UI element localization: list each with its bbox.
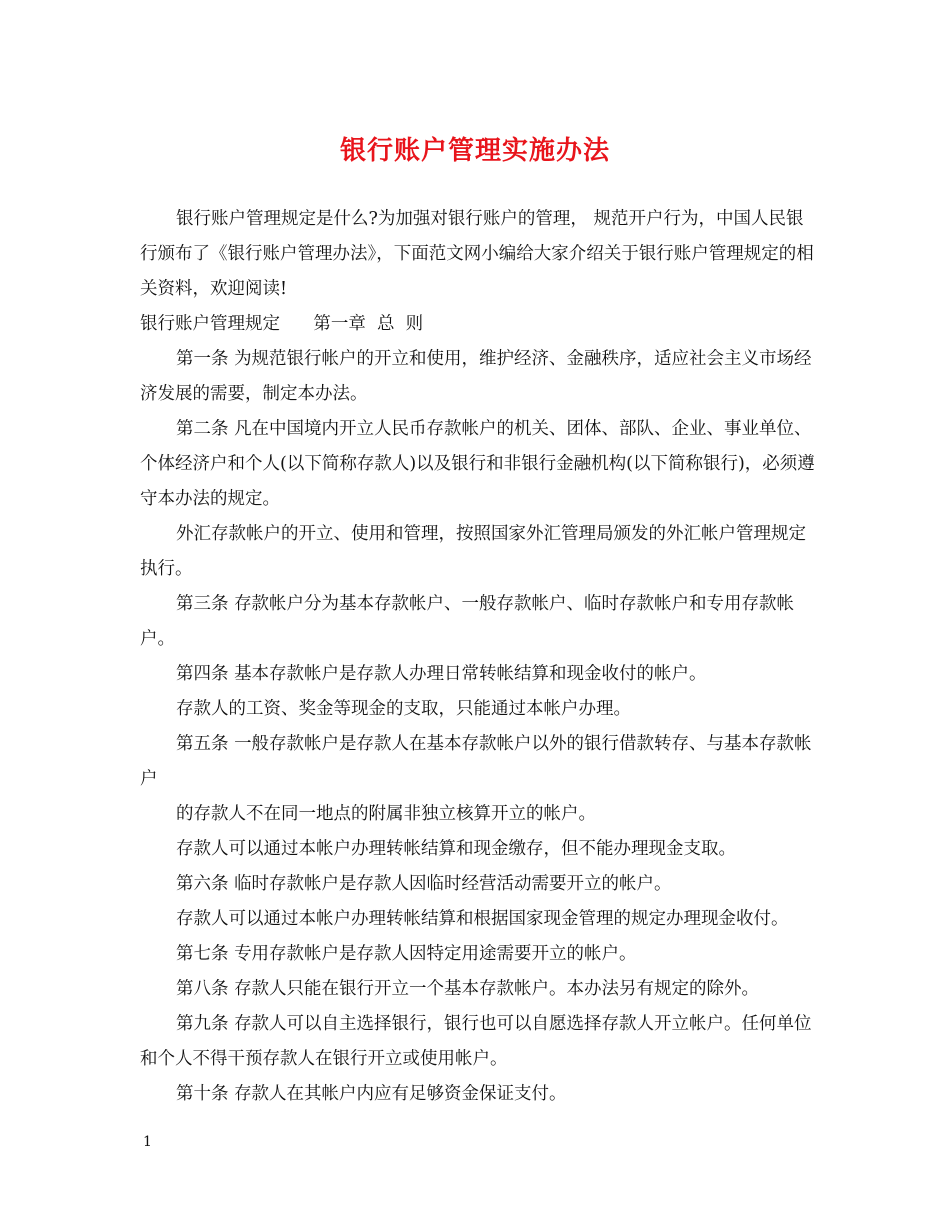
paragraph-article-5: 第五条 一般存款帐户是存款人在基本存款帐户以外的银行借款转存、与基本存款帐户 [140,734,812,789]
paragraph-article-5-cont: 的存款人不在同一地点的附属非独立核算开立的帐户。 [176,804,596,824]
paragraph-article-7: 第七条 专用存款帐户是存款人因特定用途需要开立的帐户。 [176,944,637,964]
paragraph-article-9: 第九条 存款人可以自主选择银行，银行也可以自愿选择存款人开立帐户。任何单位和个人不得干预存款人在银行开立或使用帐户。 [140,1014,812,1069]
paragraph-article-6-note: 存款人可以通过本帐户办理转帐结算和根据国家现金管理的规定办理现金收付。 [176,909,789,929]
paragraph-article-4-note: 存款人的工资、奖金等现金的支取，只能通过本帐户办理。 [176,699,631,719]
paragraph-article-8: 第八条 存款人只能在银行开立一个基本存款帐户。本办法另有规定的除外。 [176,979,760,999]
paragraph-article-2: 第二条 凡在中国境内开立人民币存款帐户的机关、团体、部队、企业、事业单位、个体经济户和个人(以下简称存款人)以及银行和非银行金融机构(以下简称银行)，必须遵守本办法的规定。 [140,419,815,509]
paragraph-article-3: 第三条 存款帐户分为基本存款帐户、一般存款帐户、临时存款帐户和专用存款帐户。 [140,594,795,649]
paragraph-article-4: 第四条 基本存款帐户是存款人办理日常转帐结算和现金收付的帐户。 [176,664,707,684]
paragraph-article-5-note: 存款人可以通过本帐户办理转帐结算和现金缴存，但不能办理现金支取。 [176,839,736,859]
document-title: 银行账户管理实施办法 [339,136,610,166]
paragraph-intro: 银行账户管理规定是什么?为加强对银行账户的管理， 规范开户行为，中国人民银行颁布了《银行账户管理办法》，下面范文网小编给大家介绍关于银行账户管理规定的相关资料，欢迎阅读! [140,209,814,299]
chapter-heading: 银行账户管理规定 第一章 总 则 [140,314,424,334]
paragraph-article-10: 第十条 存款人在其帐户内应有足够资金保证支付。 [176,1084,567,1104]
paragraph-foreign-exchange: 外汇存款帐户的开立、使用和管理，按照国家外汇管理局颁发的外汇帐户管理规定执行。 [140,524,806,579]
page-number: 1 [143,1134,152,1150]
document-body [140,202,820,1112]
paragraph-article-1: 第一条 为规范银行帐户的开立和使用，维护经济、金融秩序，适应社会主义市场经济发展的需要，制定本办法。 [140,349,812,404]
paragraph-article-6: 第六条 临时存款帐户是存款人因临时经营活动需要开立的帐户。 [176,874,672,894]
